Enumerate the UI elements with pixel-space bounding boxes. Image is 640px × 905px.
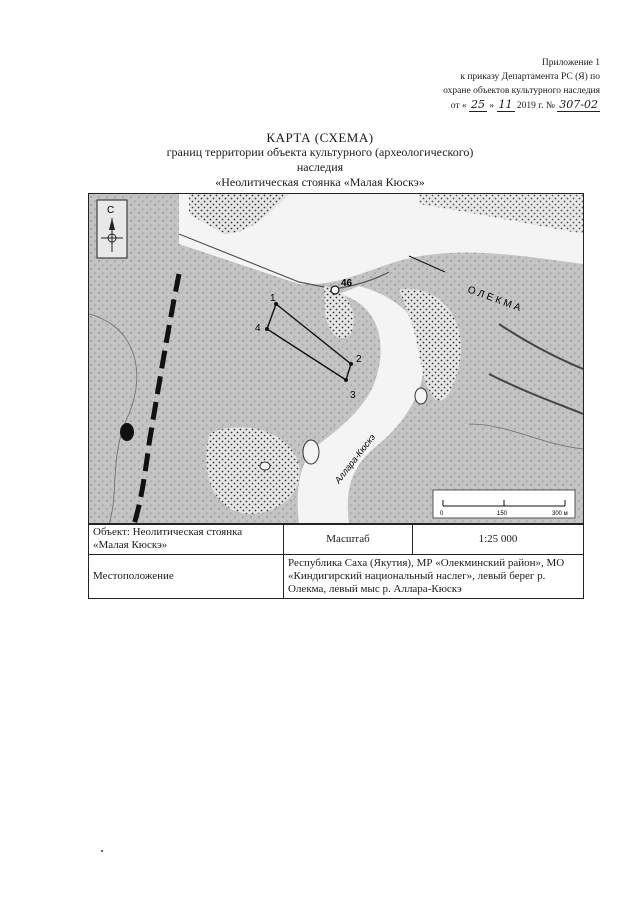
dark-blot (120, 423, 134, 441)
date-month: 11 (498, 98, 513, 111)
table-row (89, 555, 584, 599)
title-line4: «Неолитическая стоянка «Малая Кюскэ» (215, 175, 425, 189)
scale-bar (433, 490, 575, 518)
lake-1 (415, 388, 427, 404)
lake-2 (303, 440, 319, 464)
table-row (89, 524, 584, 555)
location-label-cell: Местоположение (89, 555, 284, 599)
point-label-3: 3 (350, 390, 356, 401)
order-number: 307-02 (559, 98, 598, 111)
info-table (88, 523, 584, 599)
boundary-point-2 (349, 362, 353, 366)
elevation-marker (331, 286, 339, 294)
river-label-allara: Аллара-Кюскэ (332, 432, 378, 486)
lake-3 (260, 462, 270, 470)
point-label-1: 1 (270, 293, 276, 304)
location-value-cell: Республика Саха (Якутия), МР «Олекминский район», МО «Киндигирский национальный наслег», левый берег р. Олекма, левый мыс р. Аллара-Кюскэ (284, 555, 584, 599)
appendix-line2: к приказу Департамента РС (Я) по (460, 72, 600, 82)
boundary-point-4 (265, 327, 269, 331)
boundary-point-3 (344, 378, 348, 382)
appendix-line1: Приложение 1 (541, 58, 600, 68)
scale-label-cell: Масштаб (284, 524, 413, 555)
appendix-date-line (340, 98, 600, 113)
title-main: КАРТА (СХЕМА) (266, 130, 374, 145)
appendix-line3: охране объектов культурного наследия (443, 86, 600, 96)
date-day: 25 (471, 98, 486, 111)
site-map (88, 193, 584, 525)
scale-tick-150: 150 (497, 511, 508, 517)
north-label: С (107, 205, 115, 216)
object-cell: Объект: Неолитическая стоянка «Малая Кюскэ» (89, 524, 284, 555)
date-year: 2019 г. № (516, 101, 555, 111)
scale-tick-0: 0 (440, 511, 444, 517)
point-label-4: 4 (255, 323, 261, 334)
scale-value-cell: 1:25 000 (413, 524, 584, 555)
title-line3: наследия (296, 160, 344, 174)
stray-dot (101, 850, 103, 852)
date-mid: » (489, 101, 495, 111)
appendix-header (340, 56, 600, 113)
scale-tick-300: 300 м (552, 511, 568, 517)
title-line2: границ территории объекта культурного (археологического) (166, 145, 474, 159)
elevation-label: 46 (341, 278, 353, 289)
date-prefix: от « (450, 101, 467, 111)
river-label-olekma: О Л Е К М А (465, 284, 523, 314)
map-canvas (89, 194, 583, 524)
point-label-2: 2 (356, 354, 362, 365)
north-arrow (97, 200, 127, 258)
document-title (0, 130, 640, 190)
